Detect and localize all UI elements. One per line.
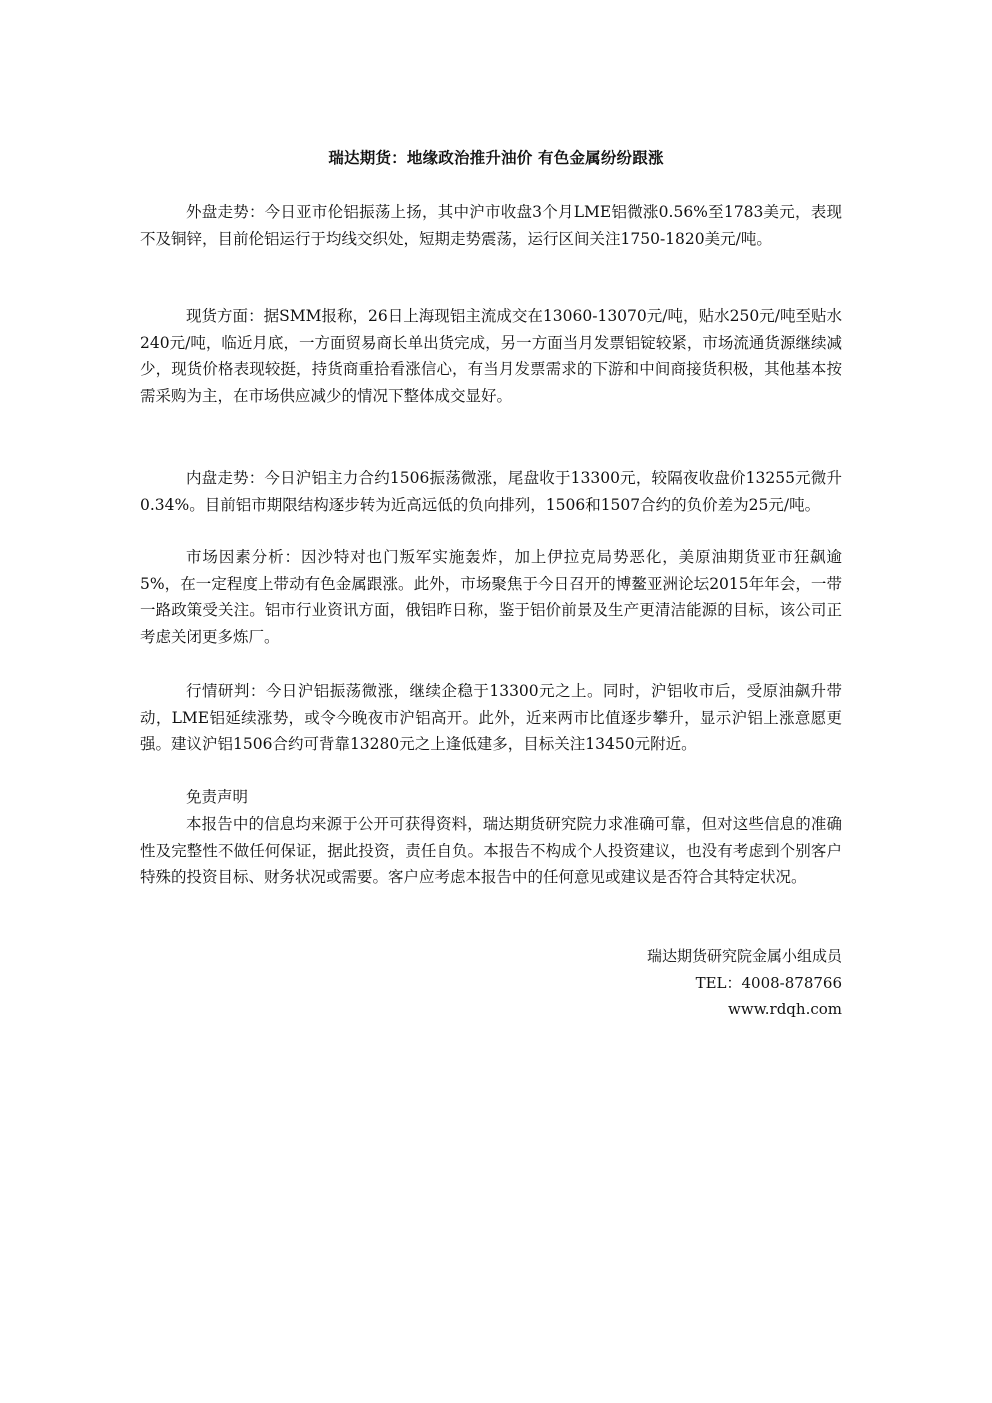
paragraph-domestic-market: 内盘走势：今日沪铝主力合约1506振荡微涨，尾盘收于13300元，较隔夜收盘价13255元微升0.34%。目前铝市期限结构逐步转为近高远低的负向排列，1506和1507合约的负价差为25元/吨。 xyxy=(140,469,842,514)
section-spot-market xyxy=(140,303,842,409)
section-outlook xyxy=(140,678,842,758)
signature-website: www.rdqh.com xyxy=(728,1000,842,1018)
paragraph-outlook: 行情研判：今日沪铝振荡微涨，继续企稳于13300元之上。同时，沪铝收市后，受原油飙升带动，LME铝延续涨势，或令今晚夜市沪铝高开。此外，近来两市比值逐步攀升，显示沪铝上涨意愿更强。建议沪铝1506合约可背靠13280元之上逢低建多，目标关注13450元附近。 xyxy=(140,682,842,753)
section-external-market xyxy=(140,199,842,252)
disclaimer-heading: 免责声明 xyxy=(186,788,249,806)
signature-tel: TEL：4008-878766 xyxy=(695,974,842,992)
document-title: 瑞达期货：地缘政治推升油价 有色金属纷纷跟涨 xyxy=(328,148,664,167)
signature-team: 瑞达期货研究院金属小组成员 xyxy=(646,947,842,965)
paragraph-external-market: 外盘走势：今日亚市伦铝振荡上扬，其中沪市收盘3个月LME铝微涨0.56%至1783美元，表现不及铜锌，目前伦铝运行于均线交织处，短期走势震荡，运行区间关注1750-1820美元/吨。 xyxy=(140,203,842,248)
disclaimer-text: 本报告中的信息均来源于公开可获得资料，瑞达期货研究院力求准确可靠，但对这些信息的准确性及完整性不做任何保证，据此投资，责任自负。本报告不构成个人投资建议，也没有考虑到个别客户特殊的投资目标、财务状况或需要。客户应考虑本报告中的任何意见或建议是否符合其特定状况。 xyxy=(140,815,842,886)
section-market-factors xyxy=(140,544,842,650)
paragraph-spot-market: 现货方面：据SMM报称，26日上海现铝主流成交在13060-13070元/吨，贴水250元/吨至贴水240元/吨，临近月底，一方面贸易商长单出货完成，另一方面当月发票铝锭较紧，市场流通货源继续减少，现货价格表现较挺，持货商重拾看涨信心，有当月发票需求的下游和中间商接货积极，其他基本按需采购为主，在市场供应减少的情况下整体成交显好。 xyxy=(140,307,842,405)
paragraph-market-factors: 市场因素分析：因沙特对也门叛军实施轰炸，加上伊拉克局势恶化，美原油期货亚市狂飙逾5%，在一定程度上带动有色金属跟涨。此外，市场聚焦于今日召开的博鳌亚洲论坛2015年年会，一带一路政策受关注。铝市行业资讯方面，俄铝昨日称，鉴于铝价前景及生产更清洁能源的目标，该公司正考虑关闭更多炼厂。 xyxy=(140,548,842,646)
section-domestic-market xyxy=(140,465,842,518)
disclaimer-section xyxy=(140,811,842,891)
